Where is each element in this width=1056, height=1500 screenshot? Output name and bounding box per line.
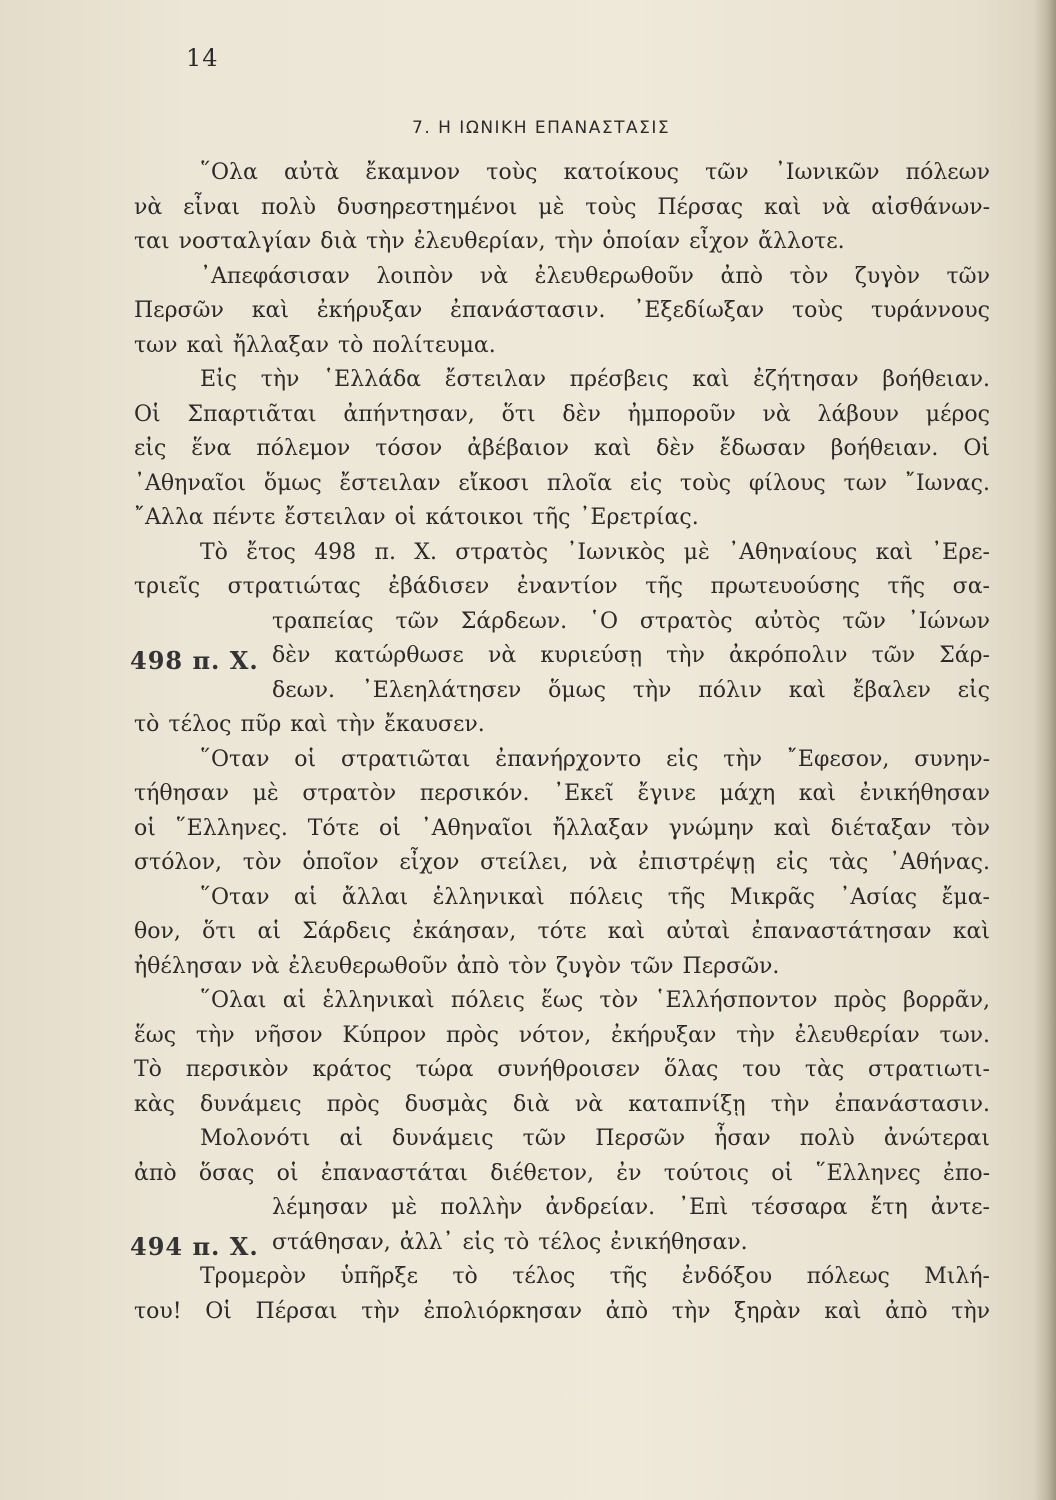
text-line: Περσῶν καὶ ἐκήρυξαν ἐπανάστασιν. ᾽Εξεδίωξαν τοὺς τυράννους [134, 298, 990, 323]
text-line: ῞Οταν οἱ στρατιῶται ἐπανήρχοντο εἰς τὴν ῎Εφεσον, συνην- [200, 746, 990, 772]
text-line: ᾽Απεφάσισαν λοιπὸν νὰ ἐλευθερωθοῦν ἀπὸ τὸν ζυγὸν τῶν [200, 263, 990, 289]
text-line: Τρομερὸν ὑπῆρξε τὸ τέλος τῆς ἐνδόξου πόλεως Μιλή- [200, 1264, 990, 1289]
text-line: τήθησαν μὲ στρατὸν περσικόν. ᾽Εκεῖ ἔγινε μάχη καὶ ἐνικήθησαν [134, 781, 990, 806]
text-line: ῞Ολα αὐτὰ ἔκαμνον τοὺς κατοίκους τῶν ᾽Ιωνικῶν πόλεων [200, 160, 990, 185]
text-line: ἠθέλησαν νὰ ἐλευθερωθοῦν ἀπὸ τὸν ζυγὸν τῶν Περσῶν. [134, 953, 780, 979]
page-edge-shadow [1034, 0, 1056, 1500]
text-line: Μολονότι αἱ δυνάμεις τῶν Περσῶν ἦσαν πολὺ ἀνώτεραι [200, 1126, 990, 1151]
margin-note-year-494: 494 π. Χ. [130, 1232, 259, 1261]
text-line: στόλον, τὸν ὁποῖον εἶχον στείλει, νὰ ἐπιστρέψῃ εἰς τὰς ᾽Αθήνας. [134, 850, 990, 875]
text-line: θον, ὅτι αἱ Σάρδεις ἐκάησαν, τότε καὶ αὐταὶ ἐπαναστάτησαν καὶ [134, 919, 990, 944]
text-line: εἰς ἕνα πόλεμον τόσον ἀβέβαιον καὶ δὲν ἔδωσαν βοήθειαν. Οἱ [134, 436, 990, 461]
text-line: ἕως τὴν νῆσον Κύπρον πρὸς νότον, ἐκήρυξαν τὴν ἐλευθερίαν των. [134, 1022, 990, 1048]
text-line: τριεῖς στρατιώτας ἐβάδισεν ἐναντίον τῆς πρωτευούσης τῆς σα- [134, 574, 990, 599]
text-line: Τὸ ἔτος 498 π. Χ. στρατὸς ᾽Ιωνικὸς μὲ ᾽Αθηναίους καὶ ᾽Ερε- [200, 539, 990, 565]
text-line: λέμησαν μὲ πολλὴν ἀνδρείαν. ᾽Επὶ τέσσαρα ἔτη ἀντε- [272, 1195, 990, 1220]
text-line: Εἰς τὴν ῾Ελλάδα ἔστειλαν πρέσβεις καὶ ἐζήτησαν βοήθειαν. [200, 367, 990, 392]
margin-note-year-498: 498 π. Χ. [130, 646, 259, 675]
text-line: Τὸ περσικὸν κράτος τώρα συνήθροισεν ὅλας του τὰς στρατιωτι- [134, 1057, 990, 1082]
text-line: ται νοσταλγίαν διὰ τὴν ἐλευθερίαν, τὴν ὁποίαν εἶχον ἄλλοτε. [134, 229, 845, 254]
text-line: δὲν κατώρθωσε νὰ κυριεύσῃ τὴν ἀκρόπολιν τῶν Σάρ- [272, 643, 990, 668]
text-line: ῎Αλλα πέντε ἔστειλαν οἱ κάτοικοι τῆς ᾽Ερετρίας. [134, 505, 699, 530]
text-line: τραπείας τῶν Σάρδεων. ῾Ο στρατὸς αὐτὸς τῶν ᾽Ιώνων [272, 608, 990, 634]
text-line: τὸ τέλος πῦρ καὶ τὴν ἔκαυσεν. [134, 712, 485, 737]
text-line: ἀπὸ ὅσας οἱ ἐπαναστάται διέθετον, ἐν τούτοις οἱ ῞Ελληνες ἐπο- [134, 1160, 990, 1186]
chapter-title: 7. Η ΙΩΝΙΚΗ ΕΠΑΝΑΣΤΑΣΙΣ [412, 118, 671, 138]
text-line: Οἱ Σπαρτιᾶται ἀπήντησαν, ὅτι δὲν ἠμποροῦν νὰ λάβουν μέρος [134, 401, 990, 427]
body-text [134, 156, 990, 1329]
text-line: των καὶ ἤλλαξαν τὸ πολίτευμα. [134, 332, 496, 358]
text-line: στάθησαν, ἀλλ᾽ εἰς τὸ τέλος ἐνικήθησαν. [272, 1229, 748, 1255]
text-line: ᾽Αθηναῖοι ὅμως ἔστειλαν εἴκοσι πλοῖα εἰς τοὺς φίλους των ῎Ιωνας. [134, 470, 990, 496]
text-line: δεων. ᾽Ελεηλάτησεν ὅμως τὴν πόλιν καὶ ἔβαλεν εἰς [272, 677, 990, 703]
text-line: ῞Οταν αἱ ἄλλαι ἑλληνικαὶ πόλεις τῆς Μικρᾶς ᾽Ασίας ἔμα- [200, 884, 990, 910]
text-line: κὰς δυνάμεις πρὸς δυσμὰς διὰ νὰ καταπνίξῃ τὴν ἐπανάστασιν. [134, 1091, 990, 1117]
text-line: ῞Ολαι αἱ ἑλληνικαὶ πόλεις ἕως τὸν ῾Ελλήσποντον πρὸς βορρᾶν, [200, 988, 990, 1013]
text-line: του! Οἱ Πέρσαι τὴν ἐπολιόρκησαν ἀπὸ τὴν ξηρὰν καὶ ἀπὸ τὴν [134, 1298, 990, 1324]
text-line: νὰ εἶναι πολὺ δυσηρεστημένοι μὲ τοὺς Πέρσας καὶ νὰ αἰσθάνων- [134, 194, 990, 220]
page-number: 14 [186, 44, 219, 72]
text-line: οἱ ῞Ελληνες. Τότε οἱ ᾽Αθηναῖοι ἤλλαξαν γνώμην καὶ διέταξαν τὸν [134, 815, 990, 841]
